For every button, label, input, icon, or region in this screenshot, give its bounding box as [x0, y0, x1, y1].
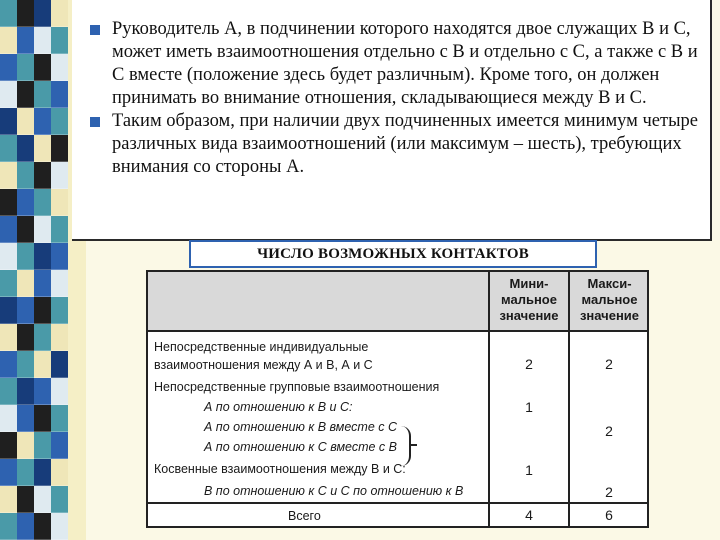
stripe-cell: [0, 378, 17, 405]
stripe-cell: [17, 459, 34, 486]
stripe-cell: [34, 324, 51, 351]
stripe-cell: [34, 513, 51, 540]
header-min: Мини- мальное значение: [499, 276, 559, 323]
stripe-cell: [0, 243, 17, 270]
stripe-cell: [34, 243, 51, 270]
stripe-cell: [17, 351, 34, 378]
stripe-cell: [34, 405, 51, 432]
stripe-cell: [0, 513, 17, 540]
stripe-cell: [17, 108, 34, 135]
stripe-cell: [0, 108, 17, 135]
stripe-cell: [0, 162, 17, 189]
stripe-cell: [17, 324, 34, 351]
stripe-column: [51, 0, 68, 540]
stripe-cell: [34, 27, 51, 54]
stripe-cell: [0, 459, 17, 486]
text-panel: [72, 0, 712, 241]
stripe-cell: [34, 0, 51, 27]
cell-max: 2: [605, 423, 613, 439]
bullet-item: [86, 110, 700, 179]
stripe-cell: [51, 216, 68, 243]
stripe-cell: [34, 54, 51, 81]
stripe-column: [17, 0, 34, 540]
stripe-cell: [34, 81, 51, 108]
stripe-cell: [51, 405, 68, 432]
header-max: Макси- мальное значение: [579, 276, 640, 323]
bullet-text: Руководитель А, в подчинении которого находятся двое служащих В и С, может иметь взаимоотношения отдельно с В и отдельно с С, а также с В и С вместе (положение здесь будет различным). Кроме того, он должен принимать во внимание отношения, складывающиеся между В и С.: [112, 19, 698, 108]
stripe-cell: [51, 81, 68, 108]
stripe-cell: [51, 189, 68, 216]
stripe-cell: [17, 378, 34, 405]
stripe-cell: [51, 54, 68, 81]
cell-max: 6: [605, 507, 613, 523]
stripe-cell: [17, 81, 34, 108]
stripe-cell: [17, 486, 34, 513]
stripe-cell: [17, 216, 34, 243]
row-label: взаимоотношения между А и В, А и С: [154, 358, 373, 372]
row-label-total: Всего: [288, 509, 321, 523]
square-bullet-icon: [90, 25, 100, 35]
stripe-cell: [51, 108, 68, 135]
stripe-cell: [17, 54, 34, 81]
stripe-cell: [51, 162, 68, 189]
stripe-cell: [51, 486, 68, 513]
stripe-cell: [0, 270, 17, 297]
stripe-cell: [0, 432, 17, 459]
stripe-cell: [34, 486, 51, 513]
stripe-cell: [34, 162, 51, 189]
bullet-item: [86, 18, 700, 110]
stripe-cell: [51, 378, 68, 405]
row-label: Косвенные взаимоотношения между В и С:: [154, 462, 406, 476]
cell-min: 1: [525, 399, 533, 415]
stripe-cell: [17, 189, 34, 216]
stripe-cell: [17, 243, 34, 270]
stripe-cell: [51, 270, 68, 297]
stripe-cell: [0, 54, 17, 81]
total-divider: [148, 502, 647, 504]
table-caption: ЧИСЛО ВОЗМОЖНЫХ КОНТАКТОВ: [189, 240, 597, 268]
stripe-cell: [51, 351, 68, 378]
stripe-cell: [34, 459, 51, 486]
stripe-cell: [0, 405, 17, 432]
stripe-cell: [51, 432, 68, 459]
cell-max: 2: [605, 356, 613, 372]
stripe-cell: [17, 405, 34, 432]
stripe-cell: [51, 324, 68, 351]
stripe-cell: [51, 243, 68, 270]
stripe-cell: [0, 135, 17, 162]
row-label: Непосредственные индивидуальные: [154, 340, 369, 354]
stripe-cell: [17, 297, 34, 324]
row-label: А по отношению к С вместе с В: [204, 440, 397, 454]
stripe-cell: [17, 432, 34, 459]
stripe-cell: [51, 459, 68, 486]
stripe-cell: [34, 135, 51, 162]
stripe-cell: [51, 135, 68, 162]
stripe-cell: [51, 297, 68, 324]
stripe-cell: [0, 351, 17, 378]
row-label: А по отношению к В и С:: [204, 400, 353, 414]
stripe-cell: [0, 189, 17, 216]
cell-max: 2: [605, 484, 613, 500]
stripe-cell: [34, 378, 51, 405]
row-label: А по отношению к В вместе с С: [204, 420, 397, 434]
stripe-cell: [34, 297, 51, 324]
contacts-table: [146, 270, 649, 528]
stripe-cell: [17, 135, 34, 162]
stripe-cell: [0, 81, 17, 108]
square-bullet-icon: [90, 117, 100, 127]
stripe-cell: [34, 270, 51, 297]
stripe-cell: [0, 216, 17, 243]
stripe-cell: [0, 0, 17, 27]
row-label: В по отношению к С и С по отношению к В: [204, 484, 464, 498]
brace-point: [410, 444, 417, 446]
stripe-cell: [0, 324, 17, 351]
stripe-cell: [34, 351, 51, 378]
stripe-cell: [17, 270, 34, 297]
row-label: Непосредственные групповые взаимоотношения: [154, 380, 440, 394]
bullet-text: Таким образом, при наличии двух подчиненных имеется минимум четыре различных вида взаимоотношений (или максимум – шесть), требующих внимания со стороны А.: [112, 111, 698, 177]
stripe-cell: [34, 432, 51, 459]
stripe-cell: [34, 189, 51, 216]
grouping-brace: [401, 426, 411, 466]
stripe-cell: [17, 0, 34, 27]
stripe-cell: [34, 216, 51, 243]
stripe-cell: [51, 0, 68, 27]
cell-min: 2: [525, 356, 533, 372]
cell-min: 4: [525, 507, 533, 523]
cell-min: 1: [525, 462, 533, 478]
stripe-cell: [51, 513, 68, 540]
stripe-cell: [17, 27, 34, 54]
stripe-cell: [17, 162, 34, 189]
stripe-cell: [51, 27, 68, 54]
stripe-cell: [34, 108, 51, 135]
stripe-cell: [0, 27, 17, 54]
stripe-cell: [0, 297, 17, 324]
stripe-column: [0, 0, 17, 540]
stripe-column: [34, 0, 51, 540]
stripe-cell: [0, 486, 17, 513]
stripe-cell: [17, 513, 34, 540]
